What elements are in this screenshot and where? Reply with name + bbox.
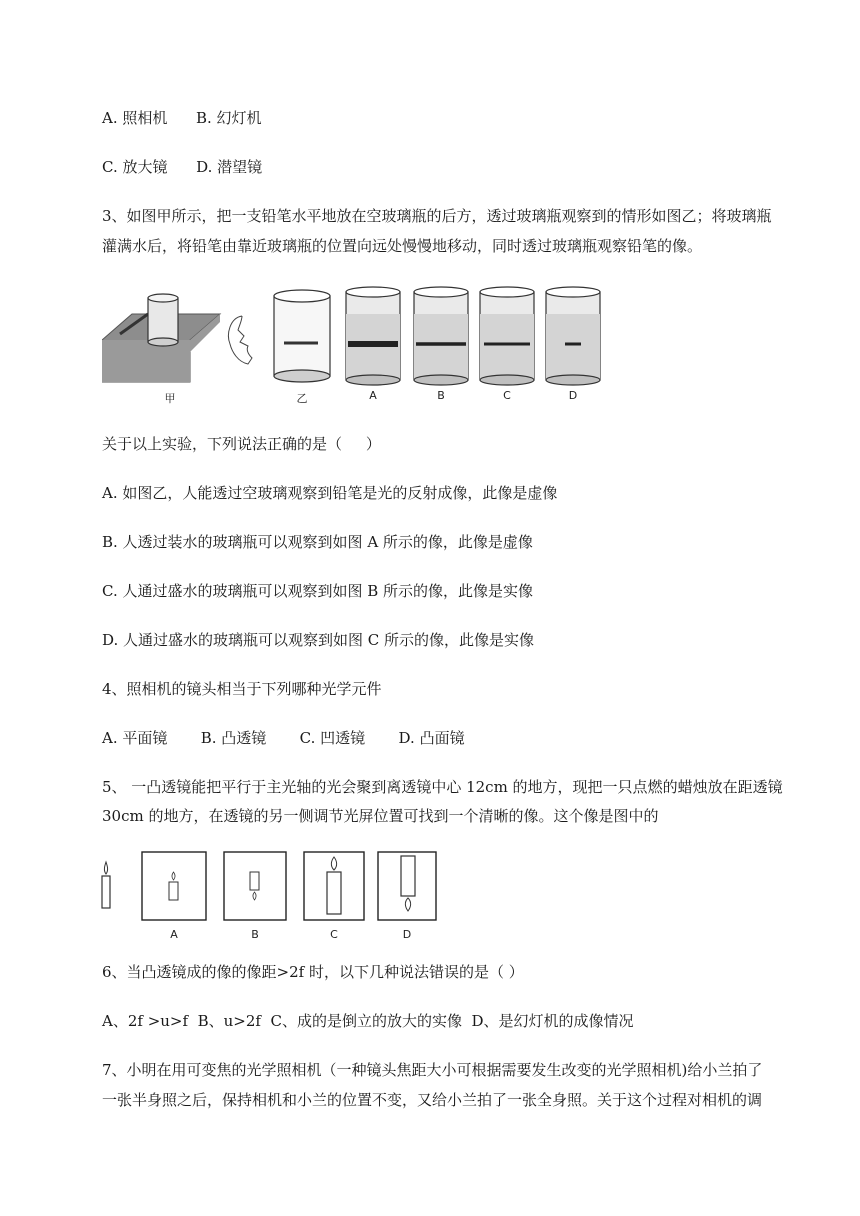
q4-options: A. 平面镜 B. 凸透镜 C. 凹透镜 D. 凸面镜 — [102, 729, 465, 747]
q7-text-line2: 一张半身照之后，保持相机和小兰的位置不变，又给小兰拍了一张全身照。关于这个过程对相机的调 — [102, 1091, 763, 1109]
figure-d — [546, 287, 600, 385]
figure1-label-d: D — [568, 389, 578, 402]
figure-b — [414, 287, 468, 385]
figure-a — [346, 287, 400, 385]
candle-option-d — [378, 852, 436, 920]
q6-options: A、2f >u>f B、u>2f C、成的是倒立的放大的实像 D、是幻灯机的成像情况 — [102, 1012, 634, 1030]
figure-jia — [102, 294, 252, 382]
figure1-label-yi: 乙 — [296, 392, 308, 405]
q5-text-line1: 5、 一凸透镜能把平行于主光轴的光会聚到离透镜中心 12cm 的地方，现把一只点燃的蜡烛放在距透镜 — [102, 778, 783, 796]
q4-text: 4、照相机的镜头相当于下列哪种光学元件 — [102, 680, 382, 698]
figure1-label-jia: 甲 — [164, 392, 176, 405]
candle-option-b — [224, 852, 286, 920]
figure-yi — [274, 290, 330, 382]
q3-text-line1: 3、如图甲所示，把一支铅笔水平地放在空玻璃瓶的后方，透过玻璃瓶观察到的情形如图乙；将玻璃瓶 — [102, 207, 772, 225]
candle-object — [102, 862, 110, 908]
candle-option-a — [142, 852, 206, 920]
q3-option-d: D. 人通过盛水的玻璃瓶可以观察到如图 C 所示的像，此像是实像 — [102, 631, 535, 649]
figure-c — [480, 287, 534, 385]
q3-text-line2: 灌满水后，将铅笔由靠近玻璃瓶的位置向远处慢慢地移动，同时透过玻璃瓶观察铅笔的像。 — [102, 237, 703, 255]
figure1-label-b: B — [437, 389, 445, 402]
q2-options-cd: C. 放大镜 D. 潜望镜 — [102, 158, 263, 176]
figure2-label-a: A — [170, 928, 178, 941]
q3-option-c: C. 人通过盛水的玻璃瓶可以观察到如图 B 所示的像，此像是实像 — [102, 582, 534, 600]
q7-text-line1: 7、小明在用可变焦的光学照相机（一种镜头焦距大小可根据需要发生改变的光学照相机)给小兰拍了 — [102, 1061, 763, 1079]
figure1-label-c: C — [503, 389, 511, 402]
q3-stem: 关于以上实验，下列说法正确的是（ ） — [102, 435, 381, 453]
figure2-label-c: C — [330, 928, 338, 941]
q3-option-b: B. 人透过装水的玻璃瓶可以观察到如图 A 所示的像，此像是虚像 — [102, 533, 533, 551]
q3-option-a: A. 如图乙，人能透过空玻璃观察到铅笔是光的反射成像，此像是虚像 — [102, 484, 558, 502]
q6-text: 6、当凸透镜成的像的像距>2f 时，以下几种说法错误的是（ ） — [102, 963, 524, 981]
candle-images-figure — [100, 848, 440, 944]
figure2-label-b: B — [251, 928, 259, 941]
q5-text-line2: 30cm 的地方，在透镜的另一侧调节光屏位置可找到一个清晰的像。这个像是图中的 — [102, 807, 659, 825]
q2-options-ab: A. 照相机 B. 幻灯机 — [102, 109, 262, 127]
figure2-label-d: D — [402, 928, 412, 941]
figure1-label-a: A — [369, 389, 377, 402]
bottle-pencil-figure — [102, 286, 606, 408]
candle-option-c — [304, 852, 364, 920]
